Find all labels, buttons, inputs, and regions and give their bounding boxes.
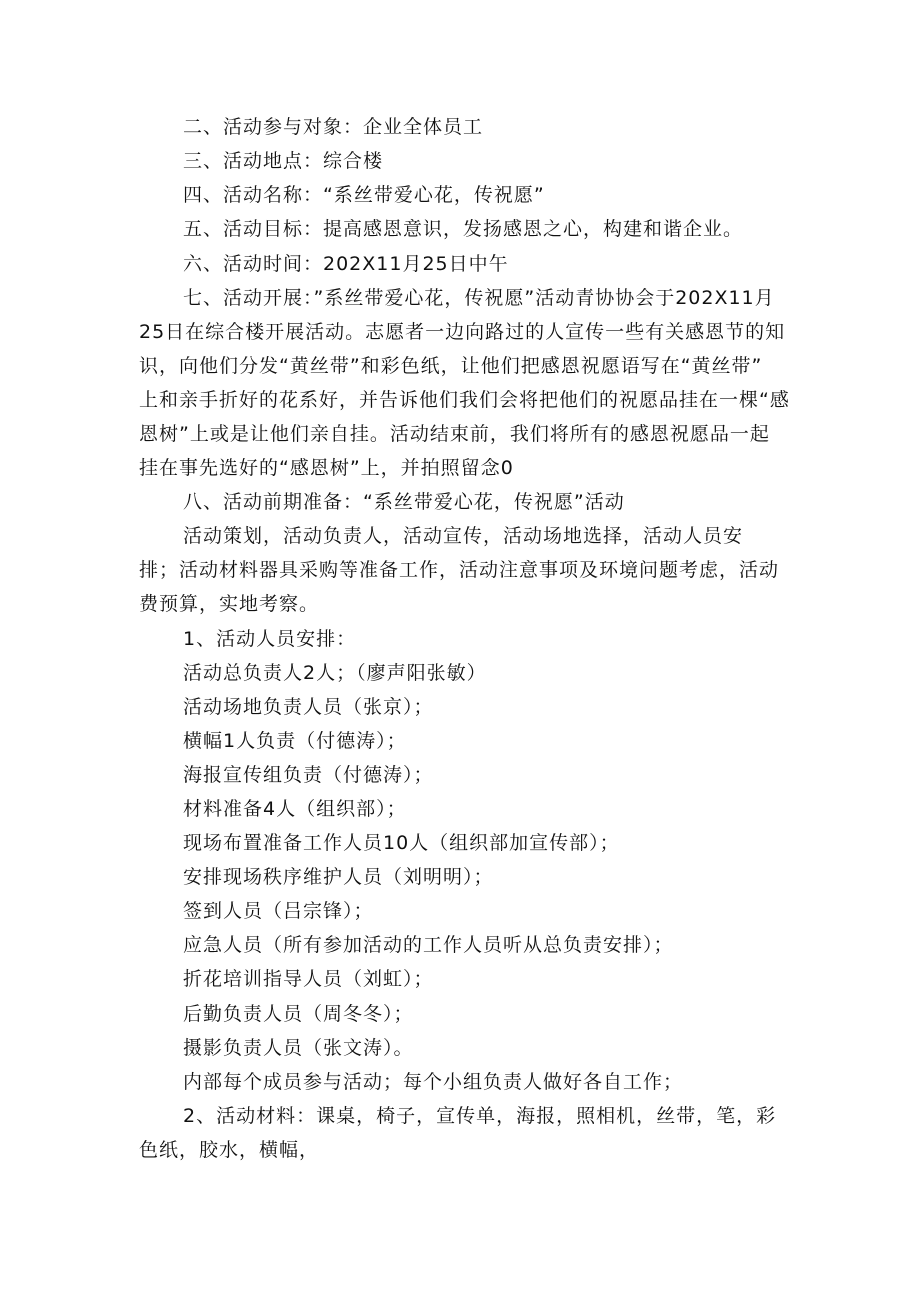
list-item: 摄影负责人员（张文涛）。: [183, 1037, 414, 1059]
list-item: 折花培训指导人员（刘虹）；: [183, 968, 434, 990]
section-participants: 二、活动参与对象：企业全体员工: [183, 116, 484, 138]
paragraph-line: 排；活动材料器具采购等准备工作，活动注意事项及环境问题考虑，活动: [139, 559, 780, 581]
paragraph-line: 恩树”上或是让他们亲自挂。活动结束前，我们将所有的感恩祝愿品一起: [139, 423, 770, 445]
section-activity-time: 六、活动时间：202X11月25日中午: [183, 253, 509, 275]
subsection-materials: 2、活动材料：课桌，椅子，宣传单，海报，照相机，丝带，笔，彩: [183, 1105, 777, 1127]
section-location: 三、活动地点：综合楼: [183, 150, 384, 172]
paragraph-line: 费预算，实地考察。: [139, 593, 320, 615]
list-item: 横幅1人负责（付德涛）；: [183, 730, 407, 752]
list-item: 活动场地负责人员（张京）；: [183, 696, 434, 718]
list-item: 后勤负责人员（周冬冬）；: [183, 1003, 414, 1025]
paragraph-line: 上和亲手折好的花系好，并告诉他们我们会将把他们的祝愿品挂在一棵“感: [139, 389, 790, 411]
list-item: 活动总负责人2人；（廖声阳张敏）: [183, 662, 487, 684]
paragraph-line: 挂在事先选好的“感恩树”上，并拍照留念0: [139, 457, 514, 479]
list-item: 安排现场秩序维护人员（刘明明）；: [183, 866, 494, 888]
subsection-staffing: 1、活动人员安排：: [183, 628, 357, 650]
paragraph-line: 色纸，胶水，横幅，: [139, 1139, 320, 1161]
section-activity-name: 四、活动名称：“系丝带爱心花，传祝愿”: [183, 184, 545, 206]
paragraph-line: 识，向他们分发“黄丝带”和彩色纸，让他们把感恩祝愿语写在“黄丝带”: [139, 355, 763, 377]
paragraph-line: 活动策划，活动负责人，活动宣传，活动场地选择，活动人员安: [183, 525, 744, 547]
section-preparation: 八、活动前期准备：“系丝带爱心花，传祝愿”活动: [183, 491, 625, 513]
list-item: 材料准备4人（组织部）；: [183, 798, 407, 820]
list-item: 签到人员（吕宗锋）；: [183, 900, 374, 922]
section-activity-process: 七、活动开展：”系丝带爱心花，传祝愿”活动青协协会于202X11月: [183, 287, 775, 309]
section-activity-goal: 五、活动目标：提高感恩意识，发扬感恩之心，构建和谐企业。: [183, 218, 744, 240]
list-item: 应急人员（所有参加活动的工作人员听从总负责安排）；: [183, 934, 674, 956]
list-item: 海报宣传组负责（付德涛）；: [183, 764, 434, 786]
list-item: 内部每个成员参与活动；每个小组负责人做好各自工作；: [183, 1071, 684, 1093]
list-item: 现场布置准备工作人员10人（组织部加宣传部）；: [183, 832, 620, 854]
paragraph-line: 25日在综合楼开展活动。志愿者一边向路过的人宣传一些有关感恩节的知: [139, 321, 786, 343]
